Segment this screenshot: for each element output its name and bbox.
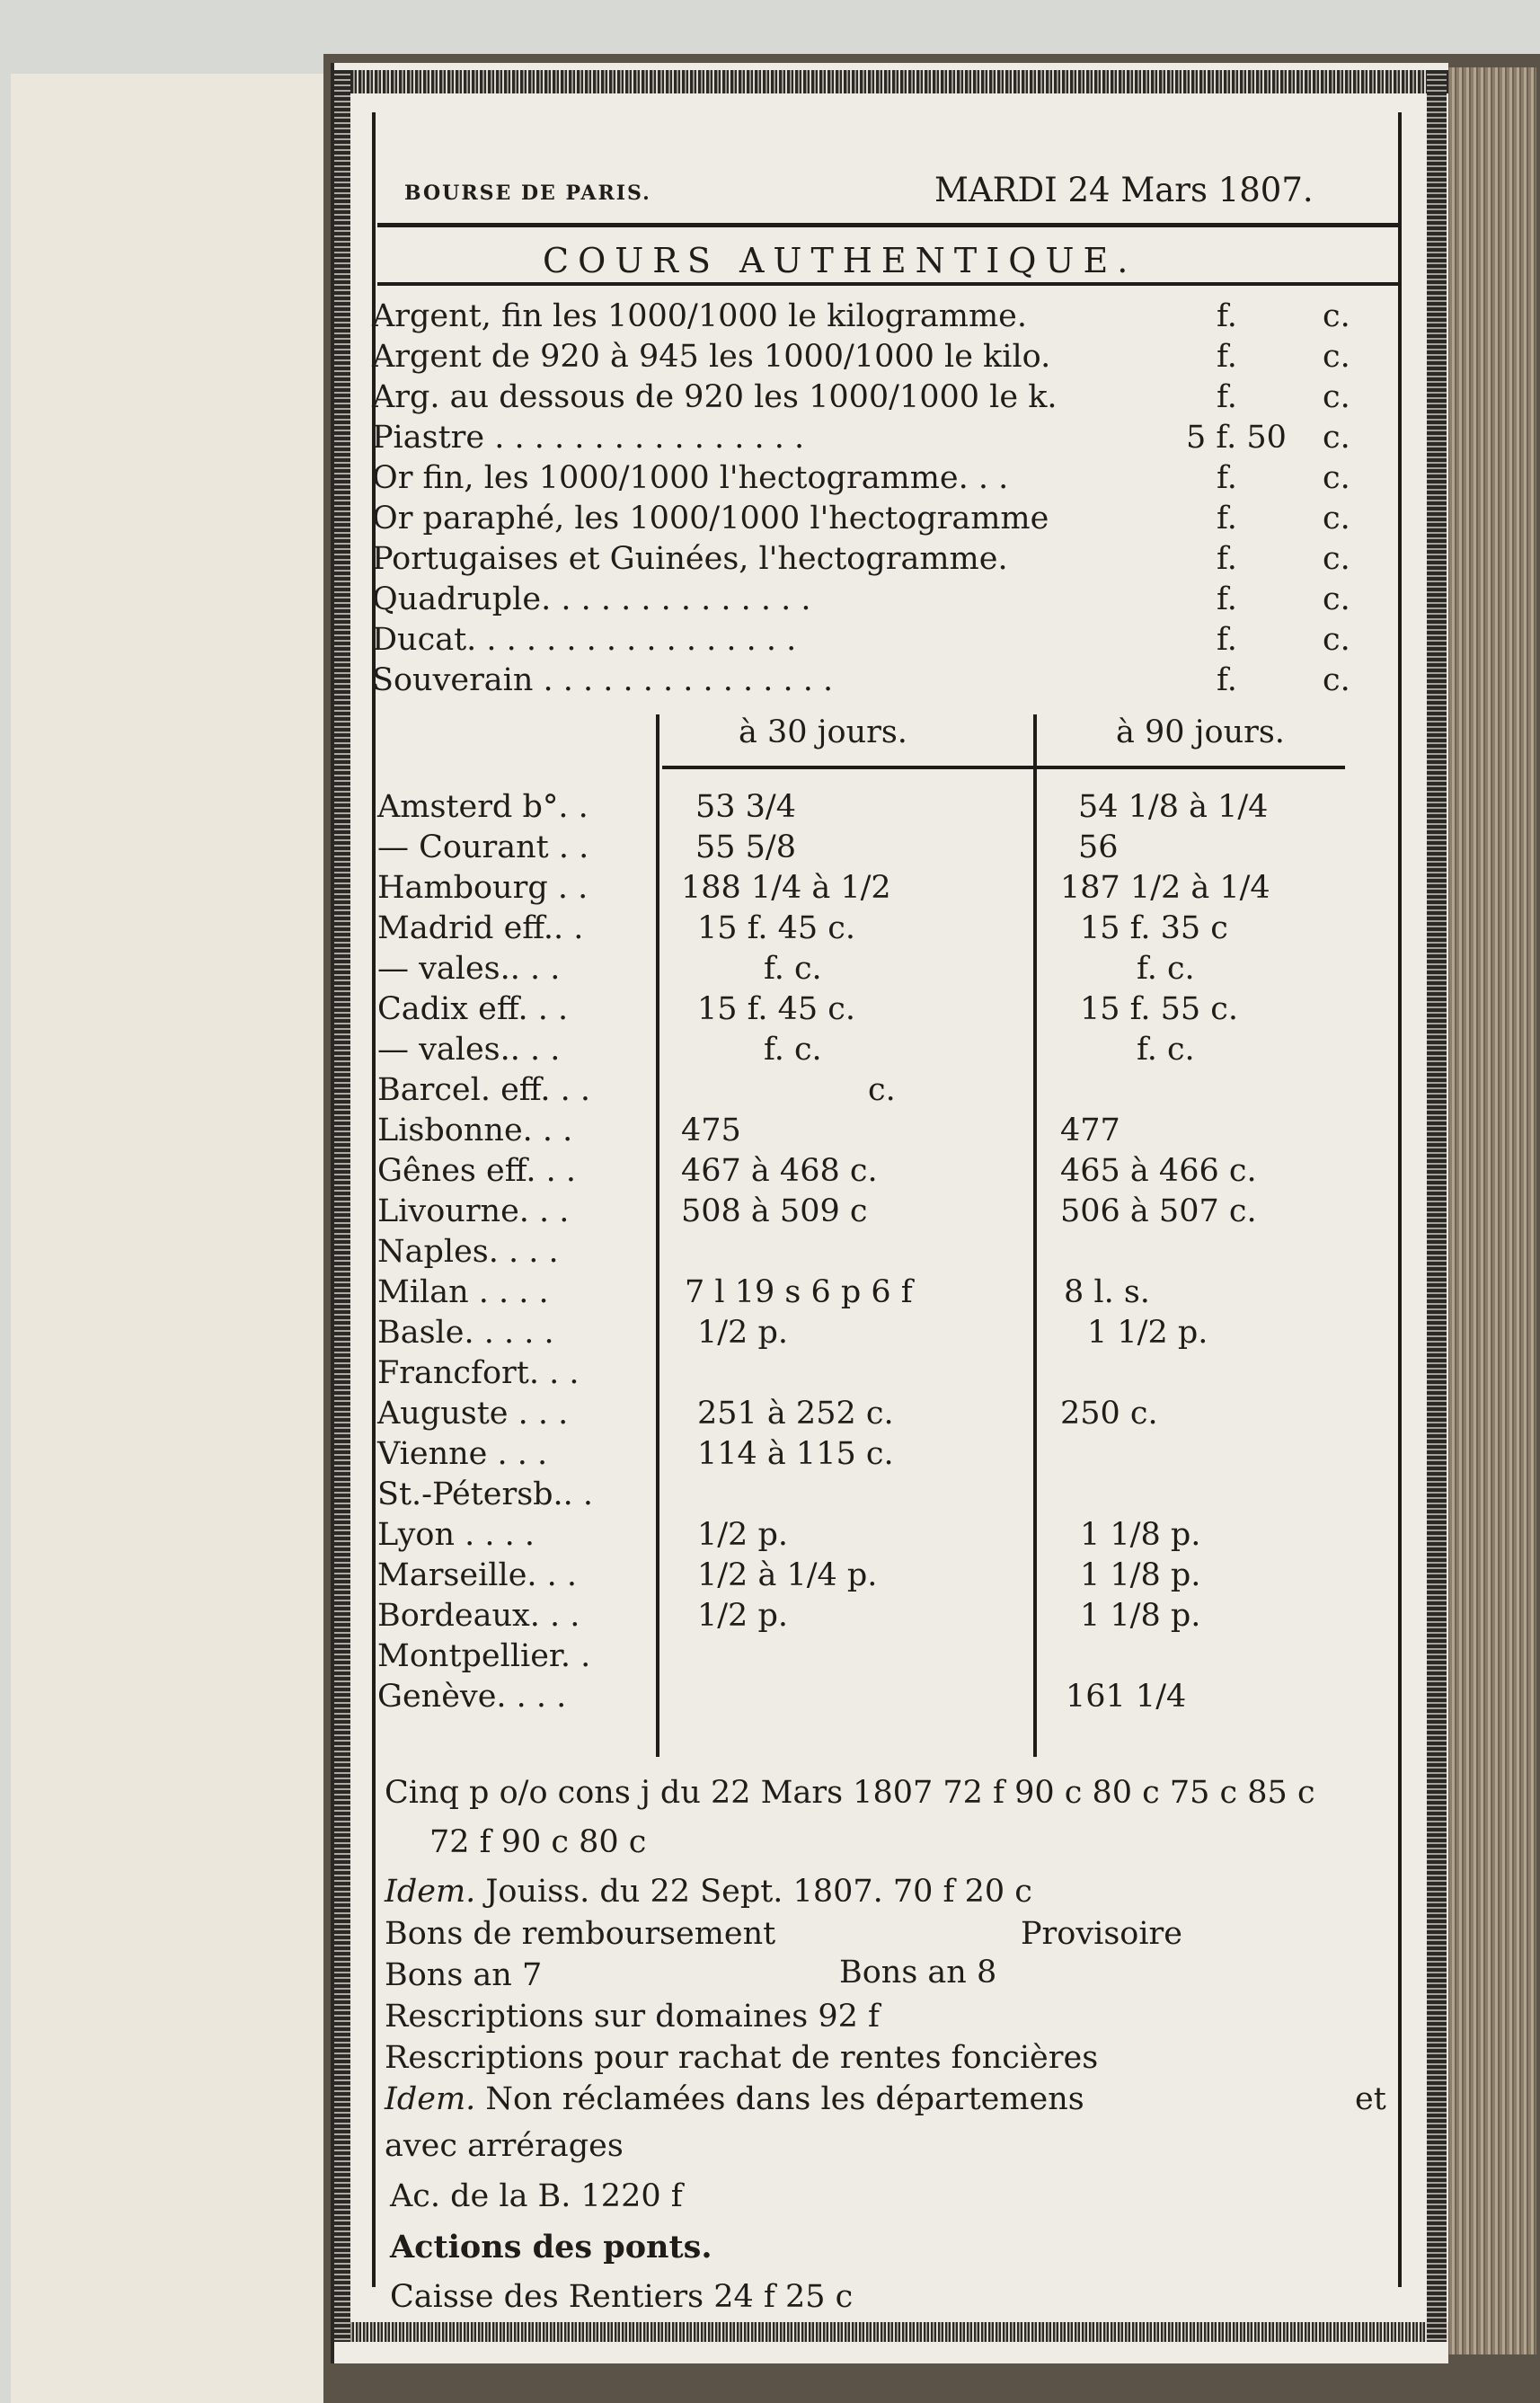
rate-90: 56 [1078, 829, 1119, 865]
exchange-place: Francfort. . . [377, 1355, 580, 1391]
metal-francs: 5 f. 50 [1186, 420, 1287, 456]
exchange-place: Montpellier. . [377, 1638, 591, 1674]
exchange-place: — vales.. . . [377, 1032, 561, 1068]
rescriptions-rachat: Rescriptions pour rachat de rentes foncières [385, 2040, 1099, 2076]
exchange-place: Basle. . . . . [377, 1315, 554, 1351]
exchange-place: Gênes eff. . . [377, 1153, 576, 1189]
facing-blank-page [11, 74, 336, 2403]
caisse-rentiers: Caisse des Rentiers 24 f 25 c [390, 2279, 854, 2315]
rate-90: 477 [1060, 1113, 1120, 1148]
idem-text: Non réclamées dans les départemens [485, 2081, 1084, 2117]
rate-90: 465 à 466 c. [1060, 1153, 1257, 1189]
et-word: et [1355, 2081, 1386, 2117]
idem-label: Idem. [385, 2081, 476, 2117]
metal-francs: f. [1217, 501, 1237, 536]
metal-centimes: c. [1323, 339, 1350, 375]
idem-jouissance [385, 1874, 1032, 1910]
actions-ponts: Actions des ponts. [390, 2229, 712, 2266]
exchange-place: Lyon . . . . [377, 1517, 535, 1553]
rate-30: 475 [681, 1113, 741, 1148]
metal-francs: f. [1217, 581, 1237, 617]
page-edges [1442, 67, 1536, 2354]
exchange-place: Bordeaux. . . [377, 1598, 580, 1634]
rate-30: 7 l 19 s 6 p 6 f [685, 1274, 913, 1310]
metal-centimes: c. [1323, 379, 1350, 415]
border-top [334, 70, 1448, 93]
bons-remboursement: Bons de remboursement [385, 1916, 776, 1952]
rate-30: 15 f. 45 c. [697, 991, 856, 1027]
rate-30: 467 à 468 c. [681, 1153, 878, 1189]
cinq-pour-cent-line1: Cinq p o/o cons j du 22 Mars 1807 72 f 90 c 80 c 75 c 85 c [385, 1775, 1315, 1811]
header-rule [377, 223, 1400, 227]
rate-90: 250 c. [1060, 1396, 1158, 1432]
border-right [1427, 70, 1447, 2342]
exchange-place: Vienne . . . [377, 1436, 548, 1472]
border-left [334, 70, 350, 2342]
exchange-place: Auguste . . . [377, 1396, 569, 1432]
metal-label: Or fin, les 1000/1000 l'hectogramme. . . [372, 460, 1009, 496]
rate-30: 15 f. 45 c. [697, 910, 856, 946]
title-rule [377, 282, 1400, 286]
metal-label: Portugaises et Guinées, l'hectogramme. [372, 541, 1008, 577]
border-bottom [334, 2322, 1448, 2342]
rate-90: 1 1/8 p. [1080, 1517, 1201, 1553]
rate-30: 251 à 252 c. [697, 1396, 894, 1432]
metal-label: Quadruple. . . . . . . . . . . . . . [372, 581, 811, 617]
rate-90: 187 1/2 à 1/4 [1060, 870, 1270, 906]
exchange-place: Genève. . . . [377, 1679, 567, 1715]
metal-label: Souverain . . . . . . . . . . . . . . . [372, 662, 834, 698]
exchange-place: Lisbonne. . . [377, 1113, 573, 1148]
rescriptions-domaines: Rescriptions sur domaines 92 f [385, 1999, 880, 2035]
rate-90: 1 1/8 p. [1080, 1557, 1201, 1593]
rate-30: f. c. [764, 951, 822, 987]
inner-rule-right [1398, 112, 1402, 2287]
metal-label: Piastre . . . . . . . . . . . . . . . . [372, 420, 805, 456]
metal-centimes: c. [1323, 501, 1350, 536]
metal-francs: f. [1217, 298, 1237, 334]
avec-arrerages: avec arrérages [385, 2128, 624, 2164]
exchange-place: — Courant . . [377, 829, 589, 865]
rate-90: f. c. [1137, 1032, 1195, 1068]
metal-francs: f. [1217, 662, 1237, 698]
rate-90: 1 1/2 p. [1087, 1315, 1208, 1351]
rate-30: c. [868, 1072, 896, 1108]
exchange-place: Naples. . . . [377, 1234, 559, 1270]
metal-centimes: c. [1323, 581, 1350, 617]
rate-30: 53 3/4 [695, 789, 796, 825]
cinq-pour-cent-line2: 72 f 90 c 80 c [429, 1824, 647, 1860]
exchange-place: — vales.. . . [377, 951, 561, 987]
rate-90: 15 f. 55 c. [1080, 991, 1239, 1027]
col-90-jours: à 90 jours. [1116, 714, 1285, 750]
metal-label: Argent de 920 à 945 les 1000/1000 le kilo. [372, 339, 1051, 375]
metal-francs: f. [1217, 379, 1237, 415]
actions-banque: Ac. de la B. 1220 f [390, 2178, 683, 2214]
idem-text: Jouiss. du 22 Sept. 1807. 70 f 20 c [485, 1874, 1032, 1910]
exchange-place: Barcel. eff. . . [377, 1072, 591, 1108]
rate-90: 161 1/4 [1066, 1679, 1187, 1715]
exchange-place: Madrid eff.. . [377, 910, 584, 946]
idem-label: Idem. [385, 1874, 476, 1910]
metal-centimes: c. [1323, 662, 1350, 698]
rate-30: 1/2 p. [697, 1517, 788, 1553]
rate-90: 1 1/8 p. [1080, 1598, 1201, 1634]
printed-page [331, 63, 1448, 2363]
idem-non-reclamees [385, 2081, 1084, 2117]
rate-90: f. c. [1137, 951, 1195, 987]
col-30-jours: à 30 jours. [739, 714, 907, 750]
bons-an-7: Bons an 7 [385, 1957, 543, 1993]
rate-90: 54 1/8 à 1/4 [1078, 789, 1269, 825]
header-bourse: BOURSE DE PARIS. [404, 182, 651, 205]
exchange-divider-left [656, 714, 659, 1757]
rate-30: 1/2 à 1/4 p. [697, 1557, 878, 1593]
rate-30: f. c. [764, 1032, 822, 1068]
rate-90: 8 l. s. [1064, 1274, 1150, 1310]
metal-centimes: c. [1323, 298, 1350, 334]
exchange-header-rule [662, 766, 1345, 769]
rate-30: 188 1/4 à 1/2 [681, 870, 891, 906]
metal-francs: f. [1217, 622, 1237, 658]
exchange-place: Milan . . . . [377, 1274, 549, 1310]
metal-francs: f. [1217, 339, 1237, 375]
metal-centimes: c. [1323, 622, 1350, 658]
provisoire: Provisoire [1021, 1916, 1182, 1952]
metal-label: Or paraphé, les 1000/1000 l'hectogramme [372, 501, 1049, 536]
header-date: MARDI 24 Mars 1807. [934, 171, 1314, 209]
metal-label: Ducat. . . . . . . . . . . . . . . . . [372, 622, 797, 658]
exchange-place: Marseille. . . [377, 1557, 578, 1593]
exchange-divider-right [1033, 714, 1037, 1757]
metal-label: Argent, fin les 1000/1000 le kilogramme. [372, 298, 1027, 334]
exchange-place: St.-Pétersb.. . [377, 1476, 594, 1512]
metal-centimes: c. [1323, 460, 1350, 496]
exchange-place: Cadix eff. . . [377, 991, 569, 1027]
rate-90: 15 f. 35 c [1080, 910, 1228, 946]
metal-francs: f. [1217, 541, 1237, 577]
rate-30: 1/2 p. [697, 1315, 788, 1351]
rate-90: 506 à 507 c. [1060, 1193, 1257, 1229]
exchange-place: Hambourg . . [377, 870, 589, 906]
exchange-place: Amsterd b°. . [377, 789, 589, 825]
bons-an-8: Bons an 8 [839, 1955, 997, 1991]
metal-label: Arg. au dessous de 920 les 1000/1000 le k. [372, 379, 1058, 415]
page-title: COURS AUTHENTIQUE. [543, 241, 1137, 280]
rate-30: 114 à 115 c. [697, 1436, 894, 1472]
exchange-place: Livourne. . . [377, 1193, 570, 1229]
rate-30: 55 5/8 [695, 829, 796, 865]
metal-centimes: c. [1323, 541, 1350, 577]
rate-30: 1/2 p. [697, 1598, 788, 1634]
metal-centimes: c. [1323, 420, 1350, 456]
rate-30: 508 à 509 c [681, 1193, 868, 1229]
metal-francs: f. [1217, 460, 1237, 496]
